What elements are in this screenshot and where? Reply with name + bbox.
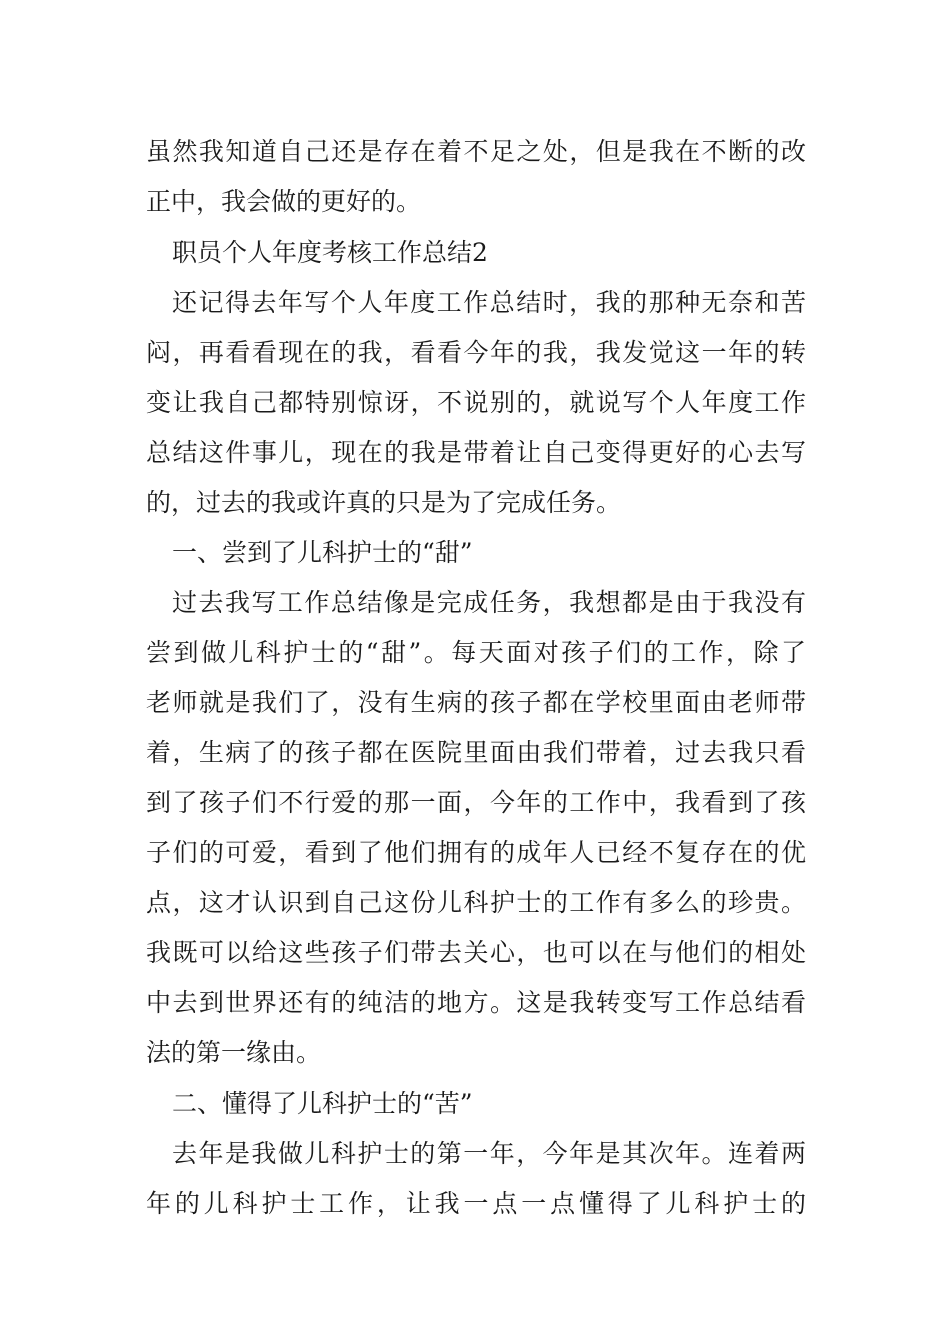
paragraph-line: 中去到世界还有的纯洁的地方。这是我转变写工作总结看 [146,988,806,1017]
paragraph-line: 到了孩子们不行爱的那一面，今年的工作中，我看到了孩 [146,788,806,817]
paragraph-line: 点，这才认识到自己这份儿科护士的工作有多么的珍贵。 [146,888,806,917]
paragraph-line: 去年是我做儿科护士的第一年，今年是其次年。连着两 [172,1139,806,1168]
paragraph-line: 变让我自己都特别惊讶，不说别的，就说写个人年度工作 [146,388,806,417]
paragraph-line: 子们的可爱，看到了他们拥有的成年人已经不复存在的优 [146,838,806,867]
paragraph-line: 尝到做儿科护士的“甜”。每天面对孩子们的工作，除了 [146,638,806,667]
section-heading: 二、懂得了儿科护士的“苦” [172,1089,473,1118]
section-title: 职员个人年度考核工作总结2 [172,238,488,267]
paragraph-line: 老师就是我们了，没有生病的孩子都在学校里面由老师带 [146,688,806,717]
paragraph-line: 还记得去年写个人年度工作总结时，我的那种无奈和苦 [172,288,806,317]
paragraph-line: 着，生病了的孩子都在医院里面由我们带着，过去我只看 [146,738,806,767]
paragraph-line: 正中，我会做的更好的。 [146,187,422,216]
paragraph-line: 法的第一缘由。 [146,1038,322,1067]
paragraph-line: 总结这件事儿，现在的我是带着让自己变得更好的心去写 [146,438,806,467]
paragraph-line: 闷，再看看现在的我，看看今年的我，我发觉这一年的转 [146,338,806,367]
paragraph-line: 我既可以给这些孩子们带去关心，也可以在与他们的相处 [146,938,806,967]
paragraph-line: 年的儿科护士工作，让我一点一点懂得了儿科护士的 [146,1189,806,1218]
paragraph-line: 过去我写工作总结像是完成任务，我想都是由于我没有 [172,588,806,617]
section-heading: 一、尝到了儿科护士的“甜” [172,538,473,567]
paragraph-line: 虽然我知道自己还是存在着不足之处，但是我在不断的改 [146,137,806,166]
paragraph-line: 的，过去的我或许真的只是为了完成任务。 [146,488,622,517]
